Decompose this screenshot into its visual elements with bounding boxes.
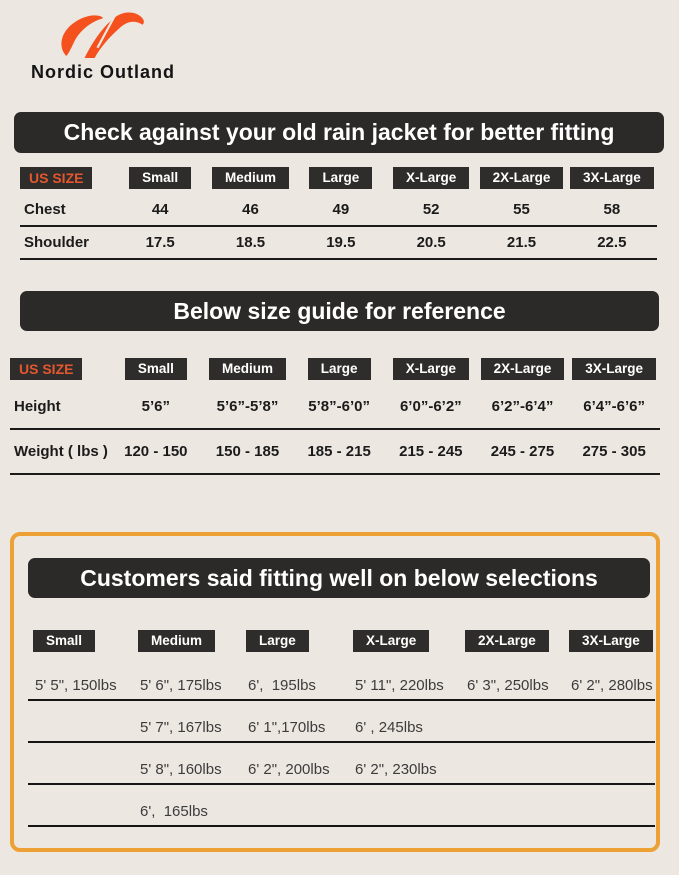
fit-entry bbox=[564, 820, 655, 825]
shoulder-value: 20.5 bbox=[416, 234, 446, 251]
fit-entry bbox=[564, 736, 655, 741]
jacket-measurement-table bbox=[20, 166, 657, 260]
fit-entry bbox=[28, 778, 133, 783]
brand-logo bbox=[18, 8, 188, 83]
size-badge-large: Large bbox=[309, 167, 372, 189]
chest-value: 44 bbox=[151, 201, 169, 218]
size-badge-2xlarge: 2X-Large bbox=[481, 358, 565, 380]
size-badge-large: Large bbox=[308, 358, 371, 380]
us-size-badge: US SIZE bbox=[10, 358, 82, 380]
size-badge-3xlarge: 3X-Large bbox=[572, 358, 656, 380]
size-badge-small: Small bbox=[125, 358, 187, 380]
chest-value: 58 bbox=[603, 201, 621, 218]
size-badge-small: Small bbox=[33, 630, 95, 652]
size-badge-3xlarge: 3X-Large bbox=[569, 630, 653, 652]
row-label-weight: Weight ( lbs ) bbox=[14, 443, 108, 460]
chest-row bbox=[20, 194, 657, 227]
fit-entry: 5' 5", 150lbs bbox=[35, 677, 117, 694]
fit-entry: 6' , 245lbs bbox=[355, 719, 423, 736]
shoulder-value: 22.5 bbox=[597, 234, 627, 251]
chest-value: 55 bbox=[513, 201, 530, 218]
size-badge-xlarge: X-Large bbox=[353, 630, 429, 652]
body-size-table bbox=[10, 357, 660, 475]
fit-entry: 5' 8", 160lbs bbox=[140, 761, 222, 778]
height-value: 6’2”-6’4” bbox=[491, 398, 554, 415]
fit-entry: 6' 1",170lbs bbox=[248, 719, 326, 736]
height-value: 6’4”-6’6” bbox=[583, 398, 645, 415]
size-badge-xlarge: X-Large bbox=[393, 167, 469, 189]
fit-entry bbox=[460, 778, 564, 783]
height-value: 6’0”-6’2” bbox=[399, 398, 462, 415]
chest-value: 49 bbox=[332, 201, 350, 218]
size-header-row bbox=[20, 166, 657, 189]
size-badge-2xlarge: 2X-Large bbox=[465, 630, 549, 652]
size-badge-medium: Medium bbox=[209, 358, 286, 380]
shoulder-value: 18.5 bbox=[235, 234, 266, 251]
weight-value: 245 - 275 bbox=[490, 443, 555, 460]
size-header-row bbox=[28, 630, 655, 652]
fit-entry: 6' 2", 280lbs bbox=[571, 677, 653, 694]
size-header-row bbox=[10, 357, 660, 380]
height-value: 5’6”-5’8” bbox=[216, 398, 279, 415]
weight-value: 150 - 185 bbox=[215, 443, 280, 460]
section1-banner: Check against your old rain jacket for better fitting bbox=[14, 112, 664, 153]
size-badge-medium: Medium bbox=[138, 630, 215, 652]
height-value: 5’8”-6’0” bbox=[308, 398, 370, 415]
fit-entry: 6', 195lbs bbox=[248, 677, 316, 694]
row-label-height: Height bbox=[14, 398, 61, 415]
customer-selections-box bbox=[10, 532, 660, 852]
fit-entry bbox=[460, 736, 564, 741]
fit-entry: 6' 2", 230lbs bbox=[355, 761, 437, 778]
size-badge-small: Small bbox=[129, 167, 191, 189]
chest-value: 52 bbox=[422, 201, 440, 218]
fit-entry bbox=[241, 820, 348, 825]
height-value: 5’6” bbox=[141, 398, 170, 415]
weight-row bbox=[10, 430, 660, 475]
fit-entry: 5' 7", 167lbs bbox=[140, 719, 222, 736]
fit-entry: 5' 6", 175lbs bbox=[140, 677, 222, 694]
nordic-outland-swoosh-icon bbox=[57, 8, 149, 58]
fit-entry: 6', 165lbs bbox=[140, 803, 208, 820]
shoulder-value: 21.5 bbox=[506, 234, 537, 251]
customer-fit-row bbox=[28, 785, 655, 827]
customer-fit-row bbox=[28, 701, 655, 743]
row-label-chest: Chest bbox=[24, 201, 66, 218]
height-row bbox=[10, 385, 660, 430]
customer-fit-rows bbox=[28, 659, 655, 827]
row-label-shoulder: Shoulder bbox=[24, 234, 90, 251]
customer-fit-row bbox=[28, 659, 655, 701]
section3-banner: Customers said fitting well on below selections bbox=[28, 558, 650, 598]
size-badge-large: Large bbox=[246, 630, 309, 652]
shoulder-value: 17.5 bbox=[145, 234, 175, 251]
section2-banner: Below size guide for reference bbox=[20, 291, 659, 331]
size-badge-xlarge: X-Large bbox=[393, 358, 469, 380]
fit-entry: 6' 3", 250lbs bbox=[467, 677, 549, 694]
fit-entry bbox=[348, 820, 460, 825]
size-badge-medium: Medium bbox=[212, 167, 289, 189]
weight-value: 275 - 305 bbox=[582, 443, 646, 460]
chest-value: 46 bbox=[242, 201, 259, 218]
fit-entry bbox=[460, 820, 564, 825]
weight-value: 215 - 245 bbox=[399, 443, 463, 460]
fit-entry: 5' 11", 220lbs bbox=[355, 677, 444, 694]
shoulder-value: 19.5 bbox=[326, 234, 356, 251]
size-badge-2xlarge: 2X-Large bbox=[480, 167, 564, 189]
us-size-badge: US SIZE bbox=[20, 167, 92, 189]
fit-entry bbox=[28, 736, 133, 741]
weight-value: 185 - 215 bbox=[307, 443, 371, 460]
weight-value: 120 - 150 bbox=[124, 443, 188, 460]
customer-fit-row bbox=[28, 743, 655, 785]
brand-name: Nordic Outland bbox=[31, 62, 175, 82]
shoulder-row bbox=[20, 227, 657, 260]
fit-entry bbox=[28, 820, 133, 825]
fit-entry: 6' 2", 200lbs bbox=[248, 761, 330, 778]
fit-entry bbox=[564, 778, 655, 783]
size-badge-3xlarge: 3X-Large bbox=[570, 167, 654, 189]
